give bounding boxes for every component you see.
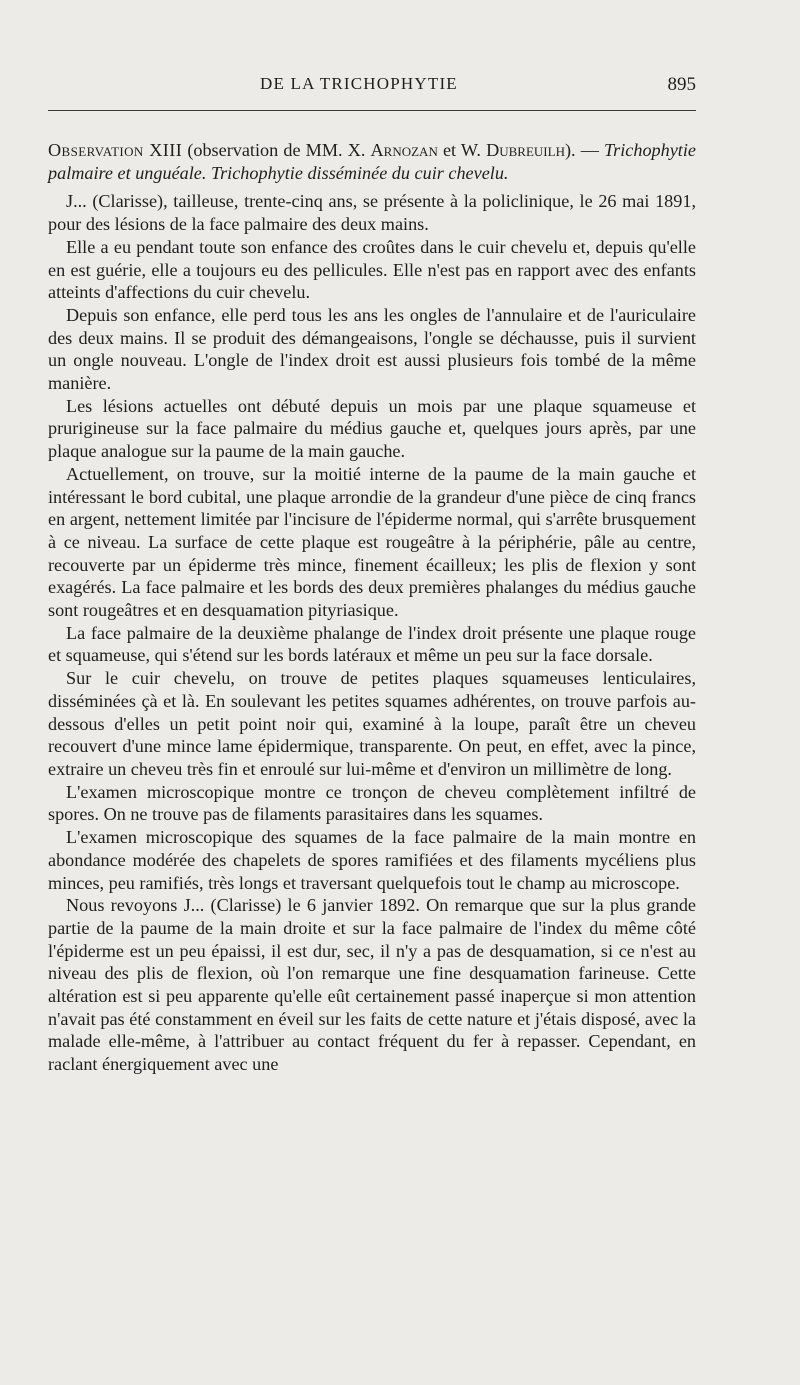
author-arnozan: Arnozan bbox=[370, 140, 438, 160]
paragraph-hair-microscopy: L'examen microscopique montre ce tronçon de cheveu complètement infiltré de spores. On ne trouve pas de filaments parasitaires dans les squames. bbox=[48, 781, 696, 825]
paragraph-index-finger: La face palmaire de la deuxième phalange de l'index droit présente une plaque rouge et squameuse, qui s'étend sur les bords latéraux et même un peu sur la face dorsale. bbox=[48, 622, 696, 666]
paragraph-squame-microscopy: L'examen microscopique des squames de la face palmaire de la main montre en abondance modérée des chapelets de spores ramifiées et des filaments mycéliens plus minces, peu ramifiés, très longs et traversant quelquefois tout le champ au microscope. bbox=[48, 827, 696, 893]
paragraph-nails: Depuis son enfance, elle perd tous les ans les ongles de l'annulaire et de l'auriculaire des deux mains. Il se produit des démangeaisons, l'ongle se déchausse, puis il survient un ongle nouveau. L'ongle de l'index droit est aussi plusieurs fois tombé de la même manière. bbox=[48, 304, 696, 394]
book-page bbox=[48, 0, 696, 1385]
running-title: DE LA TRICHOPHYTIE bbox=[260, 74, 458, 93]
paragraph-current-lesions: Les lésions actuelles ont débuté depuis un mois par une plaque squameuse et prurigineuse sur la face palmaire du médius gauche et, quelques jours après, par une plaque analogue sur la paume de la main gauche. bbox=[48, 395, 696, 462]
body-text bbox=[48, 139, 696, 1076]
observation-subtitle: Trichophytie palmaire et unguéale. Trichophytie disséminée du cuir chevelu. bbox=[48, 140, 696, 183]
paragraph-presentation: J... (Clarisse), tailleuse, trente-cinq ans, se présente à la policlinique, le 26 mai 1891, pour des lésions de la face palmaire des deux mains. bbox=[48, 191, 696, 235]
observation-label: Observation XIII bbox=[48, 140, 183, 160]
paragraph-scalp: Sur le cuir chevelu, on trouve de petites plaques squameuses lenticulaires, disséminées çà et là. En soulevant les petites squames adhérentes, on trouve parfois au-dessous d'elles un petit point noir qui, examiné à la loupe, paraît être un cheveu recouvert d'une mince lame épidermique, transparente. On peut, en effet, avec la pince, extraire un cheveu très fin et enroulé sur lui-même et d'environ un millimètre de long. bbox=[48, 668, 696, 779]
observation-source-suffix: ). — bbox=[564, 140, 599, 160]
page-number: 895 bbox=[667, 74, 696, 95]
paragraph-palm-plaque: Actuellement, on trouve, sur la moitié interne de la paume de la main gauche et intéressant le bord cubital, une plaque arrondie de la grandeur d'une pièce de cinq francs en argent, nettement limitée par l'incisure de l'épiderme normal, qui s'arrête brusquement à ce niveau. La surface de cette plaque est rougeâtre à la périphérie, pâle au centre, recouverte par un épiderme très mince, finement écailleux; les plis de flexion y sont exagérés. La face palmaire et les bords des deux premières phalanges du médius gauche sont rougeâtres et en desquamation pityriasique. bbox=[48, 463, 696, 621]
paragraph-follow-up: Nous revoyons J... (Clarisse) le 6 janvier 1892. On remarque que sur la plus grande partie de la paume de la main droite et sur la face palmaire de l'index du même côté l'épiderme est un peu épaissi, il est dur, sec, il n'y a pas de desquamation, si ce n'est au niveau des plis de flexion, où l'on remarque une fine desquamation farineuse. Cette altération est si peu apparente qu'elle eût certainement passé inaperçue si mon attention n'avait pas été constamment en éveil sur les faits de cette nature et j'étais disposé, avec la malade elle-même, à l'attribuer au contact fréquent du fer à repasser. Cependant, en raclant énergiquement avec une bbox=[48, 895, 696, 1075]
observation-heading bbox=[48, 139, 696, 184]
observation-source-prefix: (observation de MM. X. bbox=[187, 140, 366, 160]
author-dubreuilh: Dubreuilh bbox=[486, 140, 565, 160]
header-rule bbox=[48, 110, 696, 111]
running-header bbox=[48, 74, 696, 100]
paragraph-childhood: Elle a eu pendant toute son enfance des croûtes dans le cuir chevelu et, depuis qu'elle en est guérie, elle a toujours eu des pellicules. Elle n'est pas en rapport avec des enfants atteints d'affections du cuir chevelu. bbox=[48, 236, 696, 303]
observation-conjunction: et W. bbox=[442, 140, 481, 160]
